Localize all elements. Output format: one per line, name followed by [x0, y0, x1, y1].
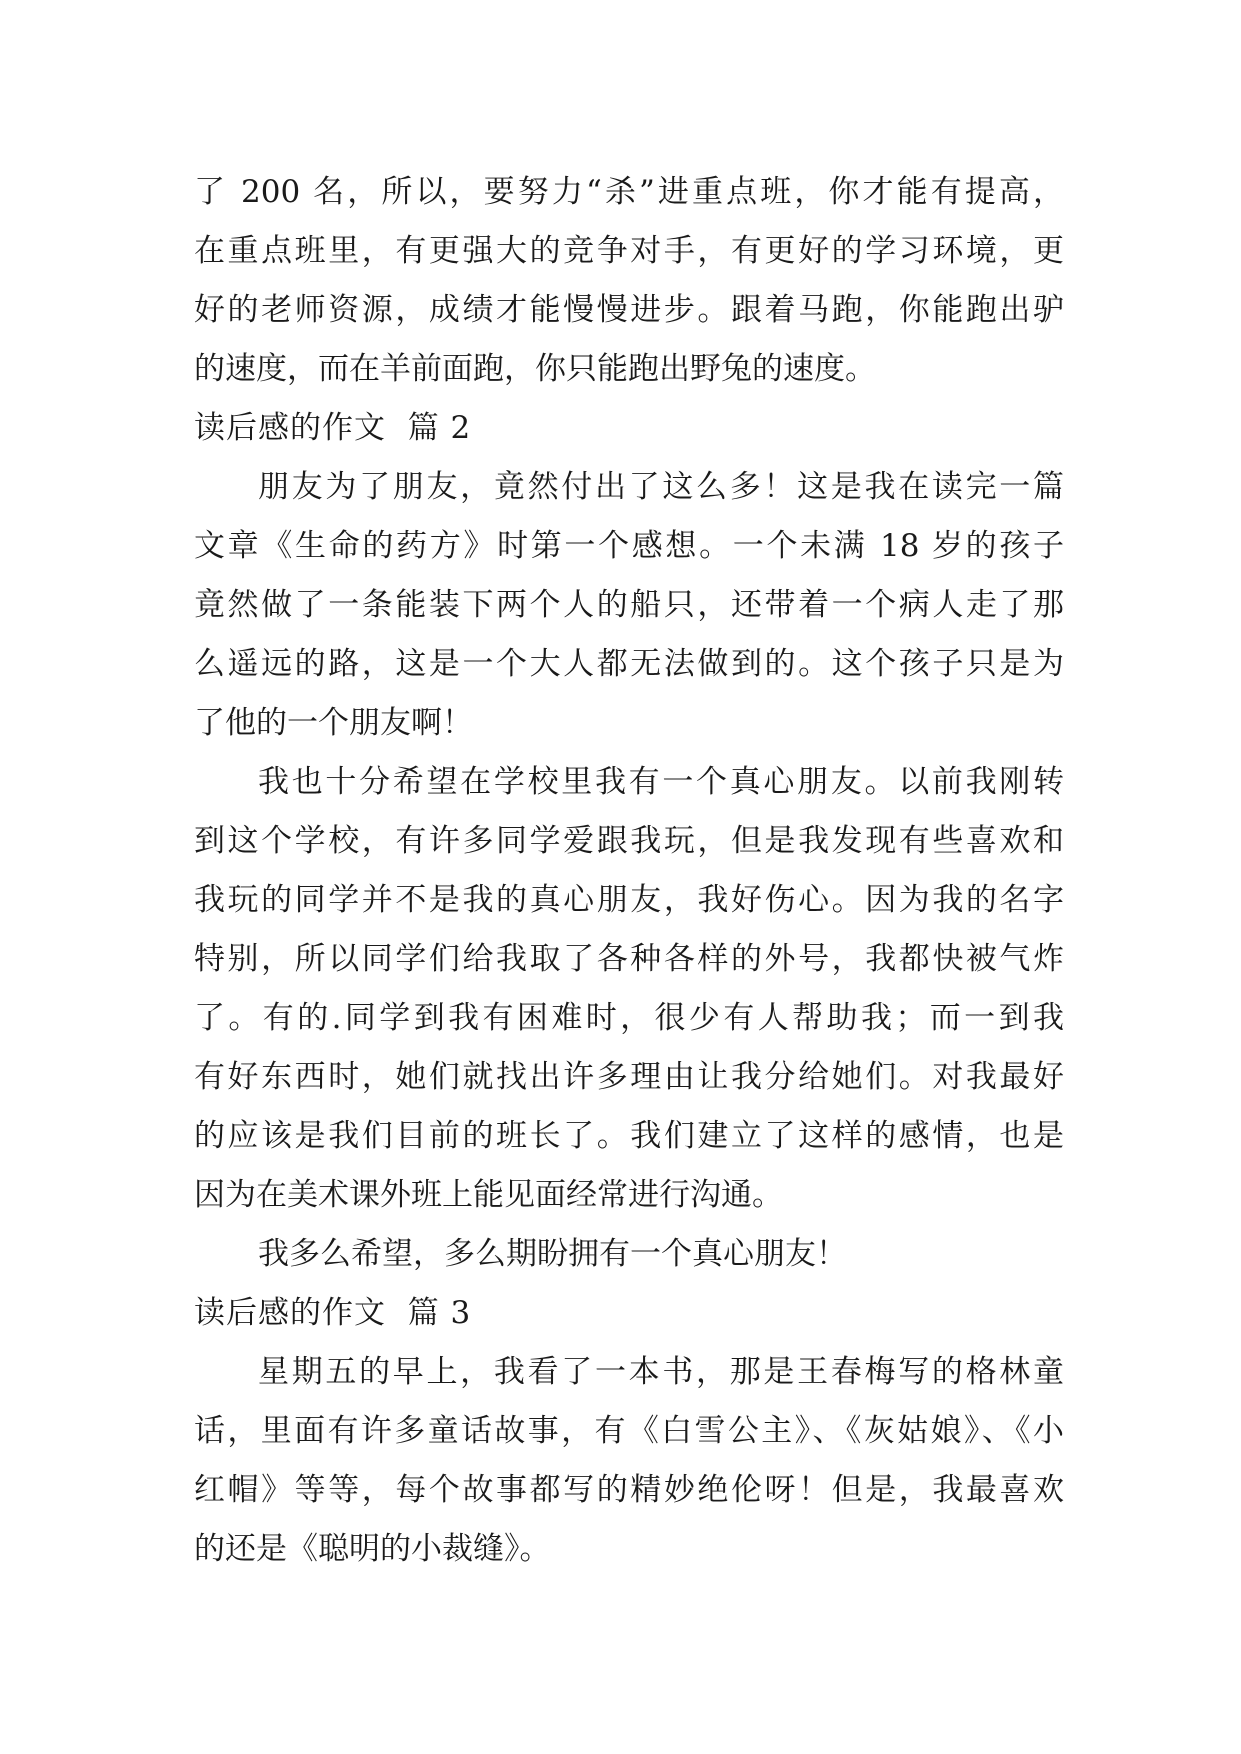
text-line: 我玩的同学并不是我的真心朋友，我好伤心。因为我的名字 — [194, 882, 1064, 918]
text-line: 了 200 名，所以，要努力“杀”进重点班，你才能有提高， — [194, 174, 1064, 210]
text-line: 么遥远的路，这是一个大人都无法做到的。这个孩子只是为 — [194, 646, 1064, 682]
text-line: 竟然做了一条能装下两个人的船只，还带着一个病人走了那 — [194, 587, 1064, 623]
paragraph-first-line: 我多么希望，多么期盼拥有一个真心朋友！ — [258, 1236, 847, 1272]
text-line: 好的老师资源，成绩才能慢慢进步。跟着马跑，你能跑出驴 — [194, 292, 1064, 328]
paragraph-first-line: 朋友为了朋友，竟然付出了这么多！这是我在读完一篇 — [258, 469, 1064, 505]
text-line: 因为在美术课外班上能见面经常进行沟通。 — [194, 1177, 783, 1213]
text-line: 的速度，而在羊前面跑，你只能跑出野兔的速度。 — [194, 351, 876, 387]
text-line: 到这个学校，有许多同学爱跟我玩，但是我发现有些喜欢和 — [194, 823, 1064, 859]
text-line: 文章《生命的药方》时第一个感想。一个未满 18 岁的孩子 — [194, 528, 1064, 564]
text-line: 的应该是我们目前的班长了。我们建立了这样的感情，也是 — [194, 1118, 1064, 1154]
section-heading-2: 读后感的作文 篇 2 — [194, 410, 472, 446]
text-line: 有好东西时，她们就找出许多理由让我分给她们。对我最好 — [194, 1059, 1064, 1095]
text-line: 了他的一个朋友啊！ — [194, 705, 473, 741]
text-line: 在重点班里，有更强大的竞争对手，有更好的学习环境，更 — [194, 233, 1064, 269]
section-heading-3: 读后感的作文 篇 3 — [194, 1295, 472, 1331]
text-line: 特别，所以同学们给我取了各种各样的外号，我都快被气炸 — [194, 941, 1064, 977]
text-line: 的还是《聪明的小裁缝》。 — [194, 1531, 551, 1567]
document-body — [194, 163, 1064, 1579]
paragraph-first-line: 我也十分希望在学校里我有一个真心朋友。以前我刚转 — [258, 764, 1064, 800]
paragraph-first-line: 星期五的早上，我看了一本书，那是王春梅写的格林童 — [258, 1354, 1064, 1390]
text-line: 红帽》等等，每个故事都写的精妙绝伦呀！但是，我最喜欢 — [194, 1472, 1064, 1508]
text-line: 了。有的.同学到我有困难时，很少有人帮助我；而一到我 — [194, 1000, 1064, 1036]
text-line: 话，里面有许多童话故事，有《白雪公主》、《灰姑娘》、《小 — [194, 1413, 1064, 1449]
